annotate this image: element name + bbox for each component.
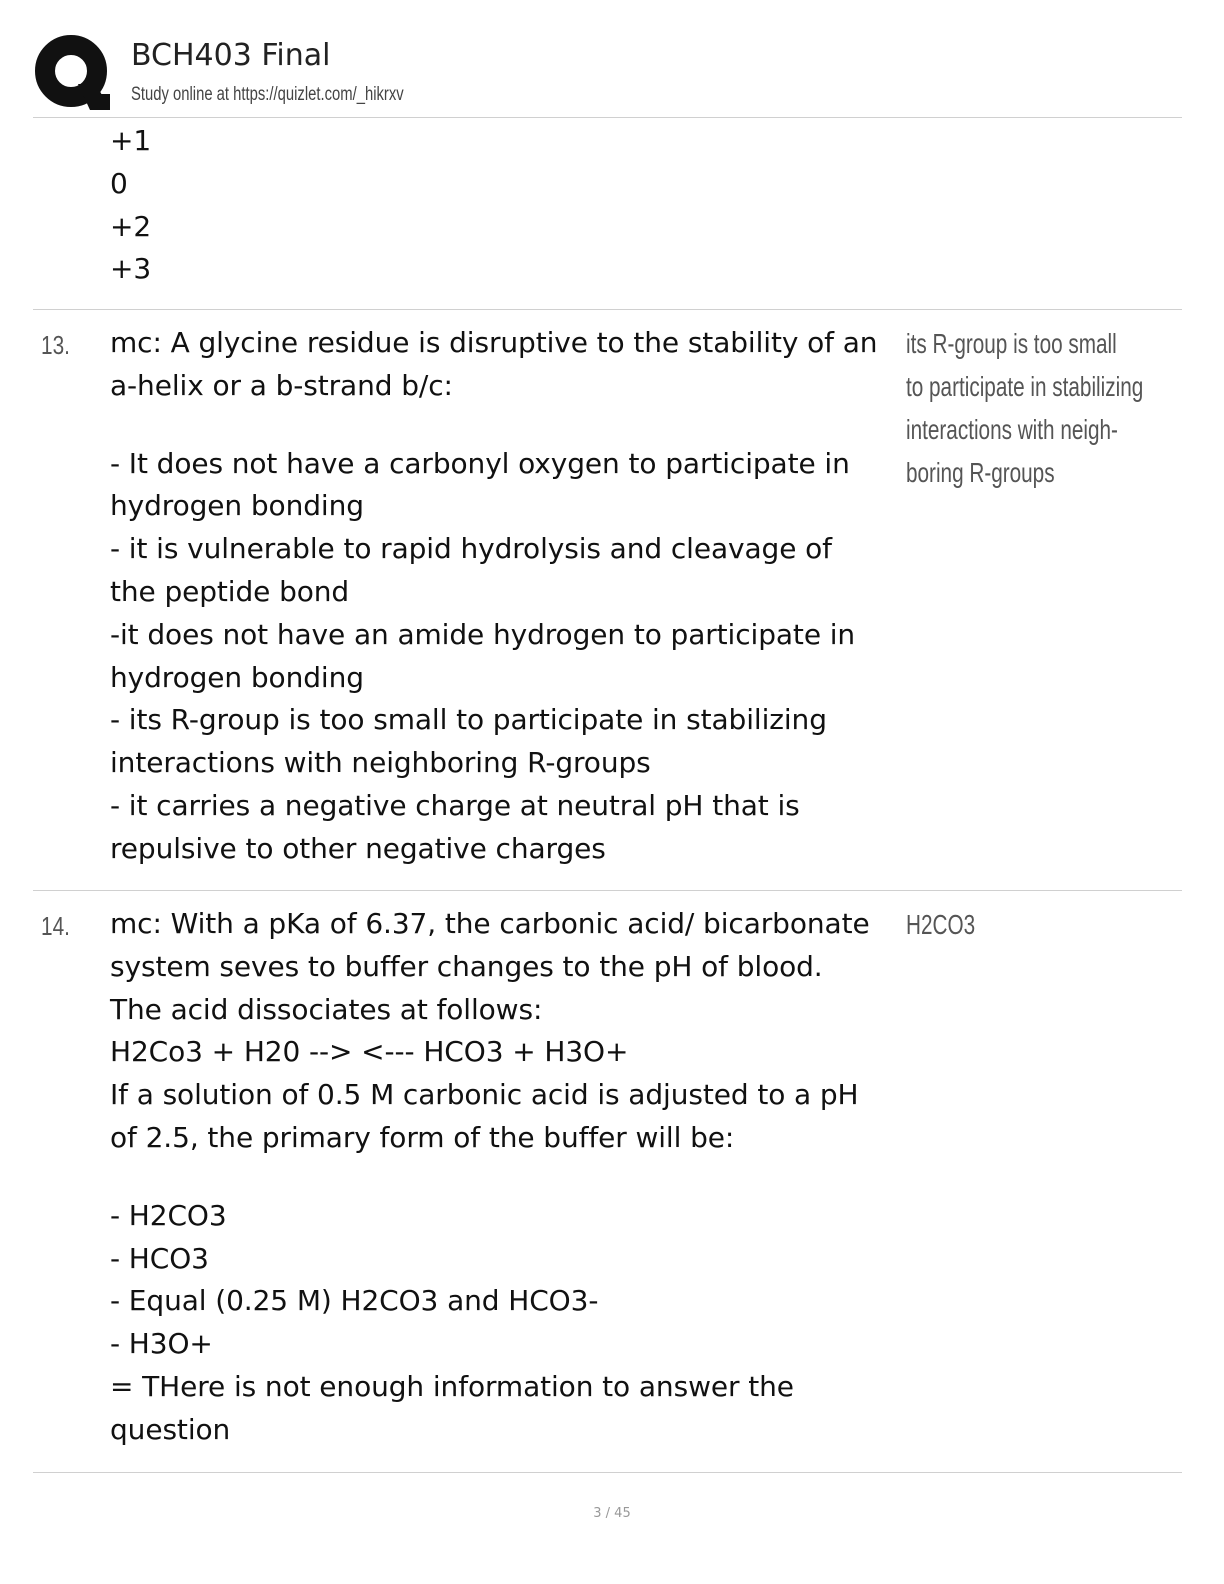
previous-card-options <box>110 120 151 291</box>
divider <box>33 890 1182 891</box>
question-line: system seves to buffer changes to the pH of blood. <box>110 949 823 983</box>
question-line: hydrogen bonding <box>110 660 364 694</box>
deck-title: BCH403 Final <box>131 38 331 73</box>
answer-line: to participate in stabilizing <box>906 371 1144 402</box>
card-number: 13. <box>41 330 70 360</box>
question-line: - H3O+ <box>110 1327 213 1361</box>
question-line: -it does not have an amide hydrogen to participate in <box>110 617 856 651</box>
question-line: mc: With a pKa of 6.37, the carbonic acid/ bicarbonate <box>110 907 870 940</box>
option-line: +1 <box>110 124 152 157</box>
card-number: 14. <box>41 911 70 941</box>
question-line <box>110 408 877 443</box>
question-line: H2Co3 + H20 --> <--- HCO3 + H3O+ <box>110 1035 629 1069</box>
answer-line: its R-group is too small <box>906 328 1117 359</box>
question-line: of 2.5, the primary form of the buffer will be: <box>110 1120 735 1154</box>
question-line: the peptide bond <box>110 574 350 608</box>
quizlet-q-icon <box>34 34 110 110</box>
page-header <box>0 0 1224 118</box>
question-line: - it carries a negative charge at neutral pH that is <box>110 788 800 822</box>
card-answer <box>906 903 999 946</box>
question-line: The acid dissociates at follows: <box>110 992 543 1026</box>
question-line: a-helix or a b-strand b/c: <box>110 368 453 402</box>
question-line: If a solution of 0.5 M carbonic acid is adjusted to a pH <box>110 1078 859 1112</box>
question-line: hydrogen bonding <box>110 489 364 523</box>
divider <box>33 309 1182 310</box>
question-line: - it is vulnerable to rapid hydrolysis and cleavage of <box>110 532 832 566</box>
option-line: +3 <box>110 252 152 286</box>
question-line: question <box>110 1412 231 1446</box>
question-line <box>110 1160 870 1195</box>
option-line: 0 <box>110 166 128 200</box>
question-line: - Equal (0.25 M) H2CO3 and HCO3- <box>110 1284 599 1318</box>
card-question <box>110 322 877 871</box>
question-line: = THere is not enough information to answer the <box>110 1369 794 1403</box>
divider <box>33 1472 1182 1473</box>
question-line: - H2CO3 <box>110 1198 227 1232</box>
question-line: interactions with neighboring R-groups <box>110 746 651 780</box>
question-line: mc: A glycine residue is disruptive to the stability of an <box>110 326 878 359</box>
option-line: +2 <box>110 209 152 243</box>
page-number: 3 / 45 <box>593 1506 631 1521</box>
study-online-link[interactable]: Study online at https://quizlet.com/_hikrxv <box>131 84 404 105</box>
divider <box>33 117 1182 118</box>
question-line: - its R-group is too small to participate in stabilizing <box>110 703 827 737</box>
answer-line: interactions with neigh- <box>906 414 1118 445</box>
question-line: - HCO3 <box>110 1241 209 1275</box>
answer-line: H2CO3 <box>906 909 976 940</box>
question-line: repulsive to other negative charges <box>110 831 606 865</box>
card-question <box>110 903 870 1452</box>
card-answer <box>906 322 1224 494</box>
question-line: - It does not have a carbonyl oxygen to participate in <box>110 446 850 480</box>
answer-line: boring R-groups <box>906 457 1055 488</box>
